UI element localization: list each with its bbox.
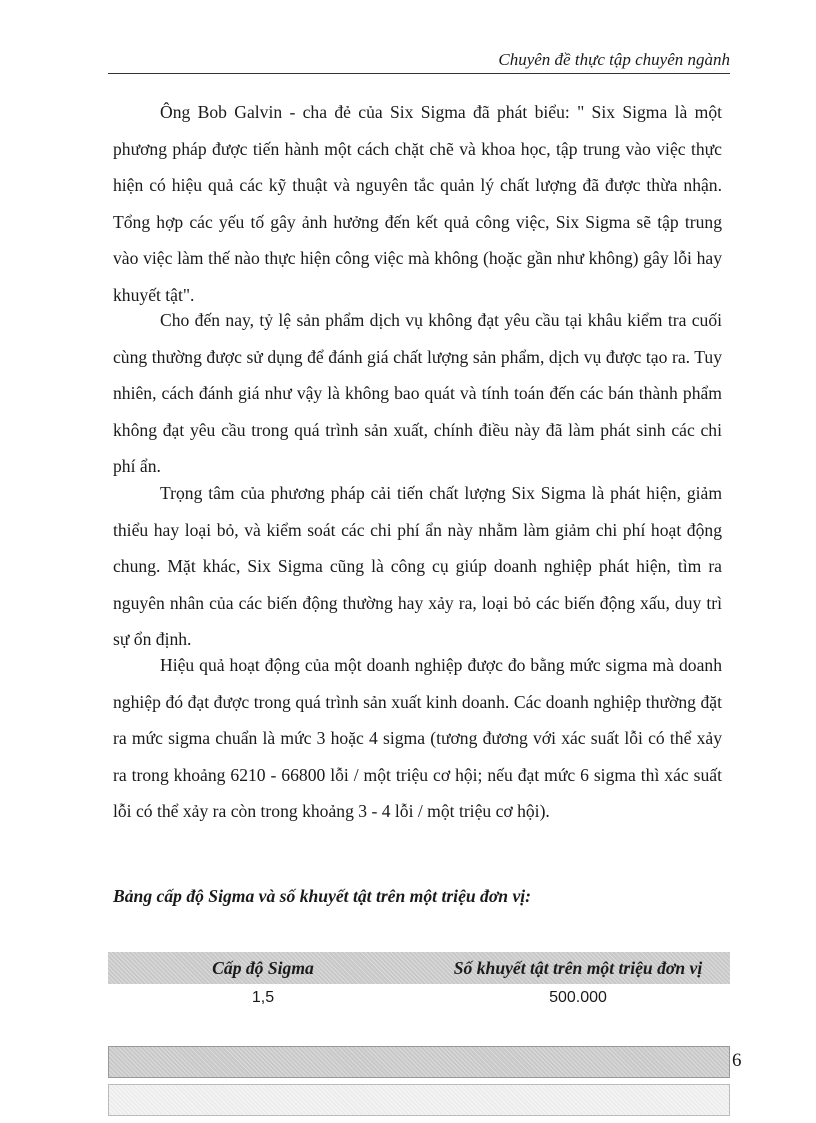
table-header-cell: Số khuyết tật trên một triệu đơn vị [453, 958, 703, 978]
paragraph: Trọng tâm của phương pháp cải tiến chất lượng Six Sigma là phát hiện, giảm thiểu hay loại bỏ, và kiểm soát các chi phí ẩn này nhằm làm giảm chi phí hoạt động chung. Mặt khác, Six Sigma cũng là công cụ giúp doanh nghiệp phát hiện, tìm ra nguyên nhân của các biến động thường hay xảy ra, loại bỏ các biến động xấu, duy trì sự ổn định. [113, 483, 722, 649]
table-row [108, 986, 730, 1016]
table-header-cell: Cấp độ Sigma [212, 958, 314, 978]
table-cell: 500.000 [549, 989, 607, 1006]
page-header [108, 50, 730, 74]
footer-shaded-bar-light [108, 1084, 730, 1116]
paragraph: Hiệu quả hoạt động của một doanh nghiệp được đo bằng mức sigma mà doanh nghiệp đó đạt được trong quá trình sản xuất kinh doanh. Các doanh nghiệp thường đặt ra mức sigma chuẩn là mức 3 hoặc 4 sigma (tương đương với xác suất lỗi có thể xảy ra trong khoảng 6210 - 66800 lỗi / một triệu cơ hội; nếu đạt mức 6 sigma thì xác suất lỗi có thể xảy ra còn trong khoảng 3 - 4 lỗi / một triệu cơ hội). [113, 655, 722, 821]
paragraph: Ông Bob Galvin - cha đẻ của Six Sigma đã phát biểu: " Six Sigma là một phương pháp được tiến hành một cách chặt chẽ và khoa học, tập trung vào việc thực hiện có hiệu quả các kỹ thuật và nguyên tắc quản lý chất lượng đã được thừa nhận. Tổng hợp các yếu tố gây ảnh hưởng đến kết quả công việc, Six Sigma sẽ tập trung vào việc làm thế nào thực hiện công việc mà không (hoặc gần như không) gây lỗi hay khuyết tật". [113, 102, 722, 305]
table-caption: Bảng cấp độ Sigma và số khuyết tật trên một triệu đơn vị: [113, 886, 532, 906]
header-title: Chuyên đề thực tập chuyên ngành [498, 50, 730, 69]
footer-shaded-bar [108, 1046, 730, 1078]
paragraph: Cho đến nay, tỷ lệ sản phẩm dịch vụ không đạt yêu cầu tại khâu kiểm tra cuối cùng thường được sử dụng để đánh giá chất lượng sản phẩm, dịch vụ được tạo ra. Tuy nhiên, cách đánh giá như vậy là không bao quát và tính toán đến các bán thành phẩm không đạt yêu cầu trong quá trình sản xuất, chính điều này đã làm phát sinh các chi phí ẩn. [113, 310, 722, 476]
page-number: 6 [732, 1050, 742, 1071]
table-cell: 1,5 [251, 989, 275, 1006]
table-header-row [108, 952, 730, 984]
